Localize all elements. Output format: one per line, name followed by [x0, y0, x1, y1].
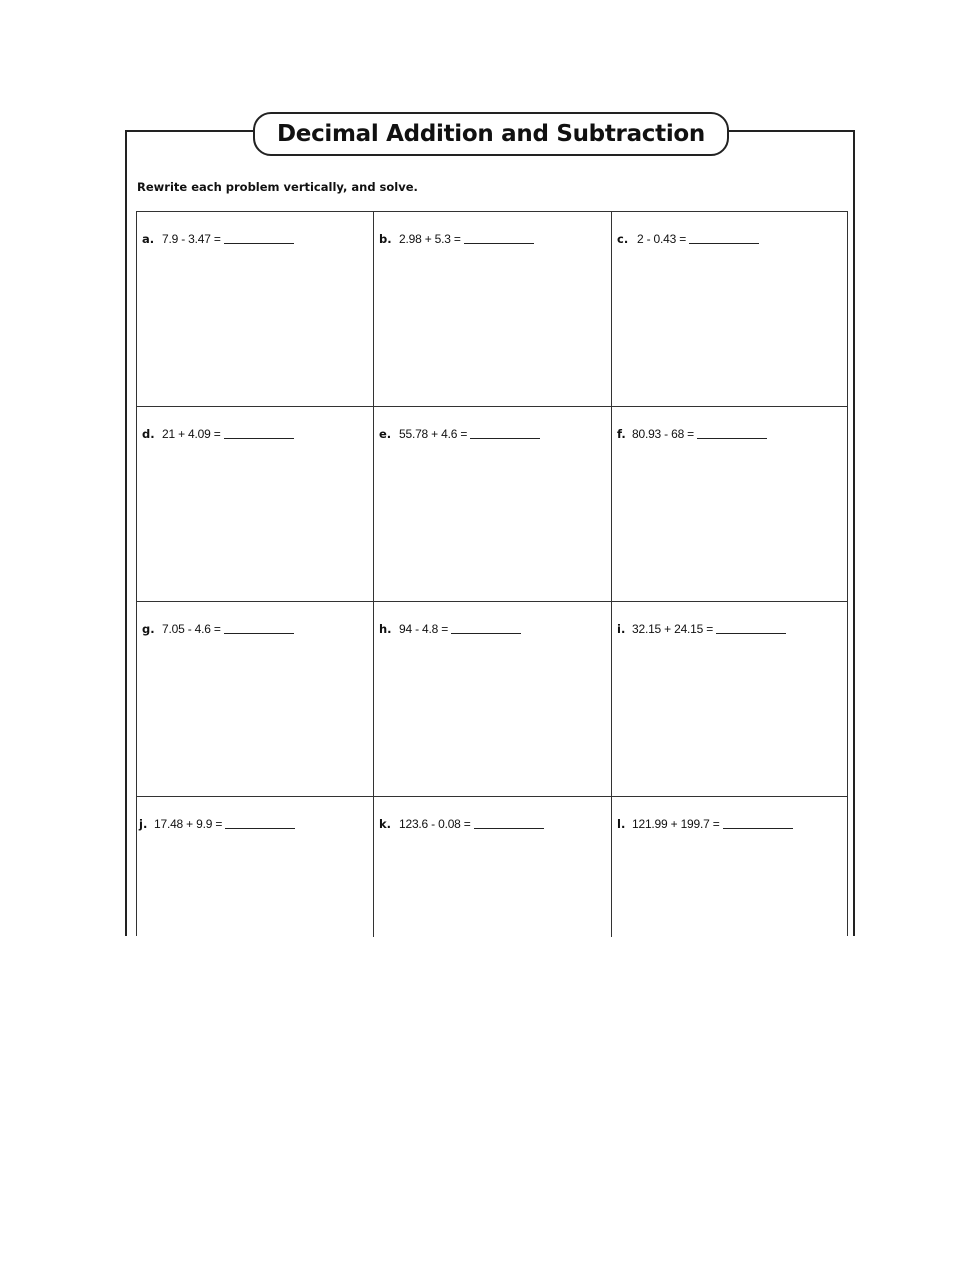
problem-expression: 94 - 4.8 = [399, 622, 449, 636]
problem-b [379, 232, 534, 246]
problem-expression: 2 - 0.43 = [637, 232, 687, 246]
answer-blank[interactable] [474, 818, 544, 829]
problem-expression: 21 + 4.09 = [162, 427, 221, 441]
problem-letter: g. [142, 622, 155, 636]
problem-expression: 55.78 + 4.6 = [399, 427, 468, 441]
problem-expression: 17.48 + 9.9 = [154, 817, 223, 831]
problem-g [142, 622, 294, 636]
problem-letter: a. [142, 232, 155, 246]
answer-blank[interactable] [723, 818, 793, 829]
problem-cell-l[interactable] [612, 797, 847, 937]
answer-blank[interactable] [464, 233, 534, 244]
problem-j [139, 817, 295, 831]
answer-blank[interactable] [689, 233, 759, 244]
problem-expression: 80.93 - 68 = [632, 427, 694, 441]
problem-cell-k[interactable] [374, 797, 612, 937]
problem-cell-h[interactable] [374, 602, 612, 797]
problem-letter: j. [139, 817, 148, 831]
problem-cell-g[interactable] [137, 602, 374, 797]
problem-l [617, 817, 793, 831]
problem-letter: h. [379, 622, 392, 636]
problem-expression: 32.15 + 24.15 = [632, 622, 714, 636]
answer-blank[interactable] [716, 623, 786, 634]
problem-letter: c. [617, 232, 629, 246]
answer-blank[interactable] [224, 428, 294, 439]
answer-blank[interactable] [224, 233, 294, 244]
problem-a [142, 232, 294, 246]
problem-expression: 2.98 + 5.3 = [399, 232, 461, 246]
answer-blank[interactable] [697, 428, 767, 439]
answer-blank[interactable] [451, 623, 521, 634]
problem-cell-b[interactable] [374, 212, 612, 407]
problem-grid [136, 211, 848, 936]
problem-cell-a[interactable] [137, 212, 374, 407]
instructions-text: Rewrite each problem vertically, and solve. [137, 180, 418, 194]
title-banner [253, 112, 729, 156]
problem-letter: b. [379, 232, 392, 246]
problem-cell-c[interactable] [612, 212, 847, 407]
problem-cell-f[interactable] [612, 407, 847, 602]
answer-blank[interactable] [225, 818, 295, 829]
problem-f [617, 427, 767, 441]
answer-blank[interactable] [470, 428, 540, 439]
problem-h [379, 622, 521, 636]
problem-c [617, 232, 759, 246]
problem-expression: 7.9 - 3.47 = [162, 232, 221, 246]
problem-k [379, 817, 544, 831]
problem-cell-d[interactable] [137, 407, 374, 602]
problem-e [379, 427, 540, 441]
problem-letter: k. [379, 817, 392, 831]
page-title: Decimal Addition and Subtraction [277, 121, 705, 147]
problem-letter: e. [379, 427, 392, 441]
problem-letter: d. [142, 427, 155, 441]
problem-letter: l. [617, 817, 626, 831]
problem-cell-j[interactable] [137, 797, 374, 937]
problem-expression: 121.99 + 199.7 = [632, 817, 720, 831]
problem-d [142, 427, 294, 441]
problem-cell-e[interactable] [374, 407, 612, 602]
problem-cell-i[interactable] [612, 602, 847, 797]
problem-i [617, 622, 786, 636]
problem-letter: f. [617, 427, 626, 441]
problem-expression: 7.05 - 4.6 = [162, 622, 221, 636]
problem-letter: i. [617, 622, 626, 636]
problem-expression: 123.6 - 0.08 = [399, 817, 471, 831]
answer-blank[interactable] [224, 623, 294, 634]
